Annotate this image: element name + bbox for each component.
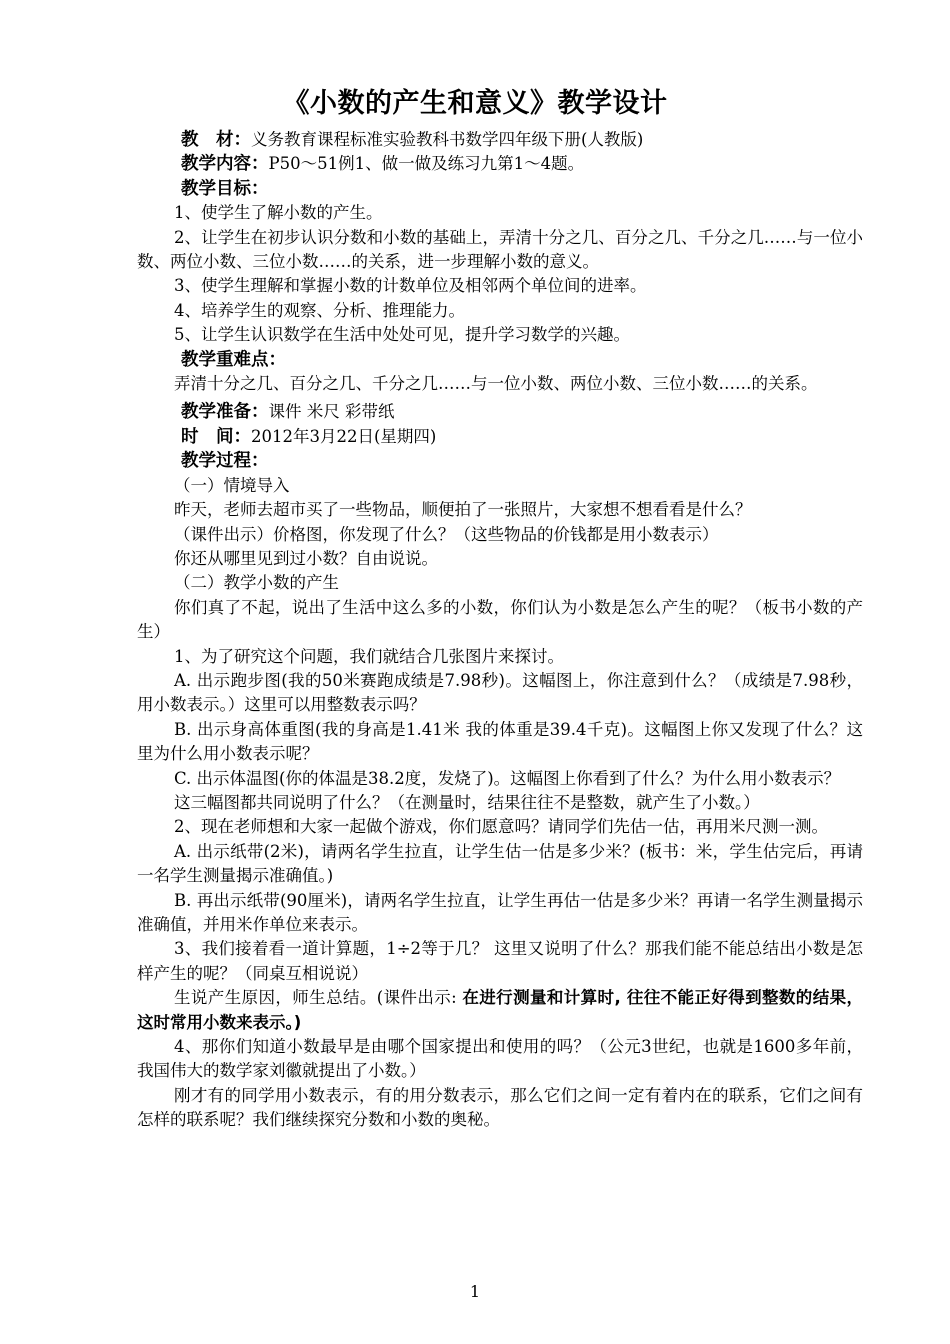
page-number: 1: [469, 1282, 481, 1301]
goals-label: 教学目标：: [181, 178, 269, 199]
paragraph: C. 出示体温图(你的体温是38.2度，发烧了)。这幅图上你看到了什么？为什么用小数表示？: [174, 768, 841, 788]
material-line: [137, 128, 863, 152]
time-value: 2012年3月22日(星期四): [251, 426, 437, 446]
time-line: [137, 425, 863, 449]
material-value: 义务教育课程标准实验教科书数学四年级下册(人教版): [251, 130, 644, 149]
key-text: 弄清十分之几、百分之几、千分之几……与一位小数、两位小数、三位小数……的关系。: [174, 374, 818, 394]
goal-item: 2、让学生在初步认识分数和小数的基础上，弄清十分之几、百分之几、千分之几……与一位小数、两位小数、三位小数……的关系，进一步理解小数的意义。: [137, 227, 863, 272]
material-label: 教 材：: [181, 130, 251, 150]
paragraph: 你还从哪里见到过小数？自由说说。: [174, 548, 438, 568]
document-body: [137, 128, 863, 1133]
prep-label: 教学准备：: [181, 402, 269, 423]
paragraph: 1、为了研究这个问题，我们就结合几张图片来探讨。: [174, 646, 564, 666]
summary-pre: 生说产生原因，师生总结。(课件出示:: [174, 988, 463, 1008]
goals-heading: [137, 177, 863, 201]
paragraph: 3、我们接着看一道计算题，1÷2等于几？ 这里又说明了什么？那我们能不能总结出小数是怎样产生的呢？（同桌互相说说）: [137, 939, 863, 983]
goal-item: 4、培养学生的观察、分析、推理能力。: [174, 300, 465, 320]
paragraph: B. 再出示纸带(90厘米)，请两名学生拉直，让学生再估一估是多少米？再请一名学生测量揭示准确值，并用米作单位来表示。: [137, 890, 863, 934]
goal-item: 5、让学生认识数学在生活中处处可见，提升学习数学的兴趣。: [174, 325, 630, 345]
paragraph: 你们真了不起，说出了生活中这么多的小数，你们认为小数是怎么产生的呢？（板书小数的产生）: [137, 597, 863, 642]
document-title: 《小数的产生和意义》教学设计: [282, 88, 668, 119]
paragraph: A. 出示跑步图(我的50米赛跑成绩是7.98秒)。这幅图上，你注意到什么？（成绩是7.98秒，用小数表示。）这里可以用整数表示吗？: [137, 670, 863, 715]
key-label: 教学重难点：: [181, 349, 286, 370]
summary-post: 。): [285, 1012, 302, 1032]
time-label: 时 间：: [181, 426, 251, 447]
paragraph: （课件出示）价格图，你发现了什么？（这些物品的价钱都是用小数表示）: [174, 524, 719, 544]
paragraph: 昨天，老师去超市买了一些物品，顺便拍了一张照片，大家想不想看看是什么？: [174, 500, 752, 520]
process-label: 教学过程：: [181, 451, 269, 472]
key-heading: [137, 348, 863, 372]
process-heading: [137, 449, 863, 473]
paragraph: 2、现在老师想和大家一起做个游戏，你们愿意吗？请同学们先估一估，再用米尺测一测。: [174, 817, 828, 837]
content-label: 教学内容：: [181, 154, 269, 175]
section-heading: （一）情境导入: [174, 475, 290, 495]
prep-line: [137, 400, 863, 424]
goal-item: 3、使学生理解和掌握小数的计数单位及相邻两个单位间的进率。: [174, 276, 647, 296]
section-heading: （二）教学小数的产生: [174, 573, 339, 593]
summary-bold: 在进行测量和计算时, 往往不能正好得到整数的结果，这时常用小数来表示: [137, 988, 863, 1032]
goal-item: 1、使学生了解小数的产生。: [174, 203, 383, 223]
content-line: [137, 152, 863, 176]
paragraph: A. 出示纸带(2米)，请两名学生拉直，让学生估一估是多少米？(板书：米，学生估完后，再请一名学生测量揭示准确值。): [137, 841, 863, 886]
content-value: P50～51例1、做一做及练习九第1～4题。: [268, 154, 585, 174]
paragraph: 4、那你们知道小数最早是由哪个国家提出和使用的吗？（公元3世纪，也就是1600多年前，我国伟大的数学家刘徽就提出了小数。）: [137, 1037, 863, 1081]
summary-paragraph: [137, 986, 863, 1035]
paragraph: 这三幅图都共同说明了什么？（在测量时，结果往往不是整数，就产生了小数。）: [174, 792, 760, 812]
paragraph: B. 出示身高体重图(我的身高是1.41米 我的体重是39.4千克)。这幅图上你又发现了什么？这里为什么用小数表示呢？: [137, 719, 863, 764]
paragraph: 刚才有的同学用小数表示，有的用分数表示，那么它们之间一定有着内在的联系，它们之间有怎样的联系呢？我们继续探究分数和小数的奥秘。: [137, 1085, 863, 1130]
prep-value: 课件 米尺 彩带纸: [268, 402, 395, 422]
